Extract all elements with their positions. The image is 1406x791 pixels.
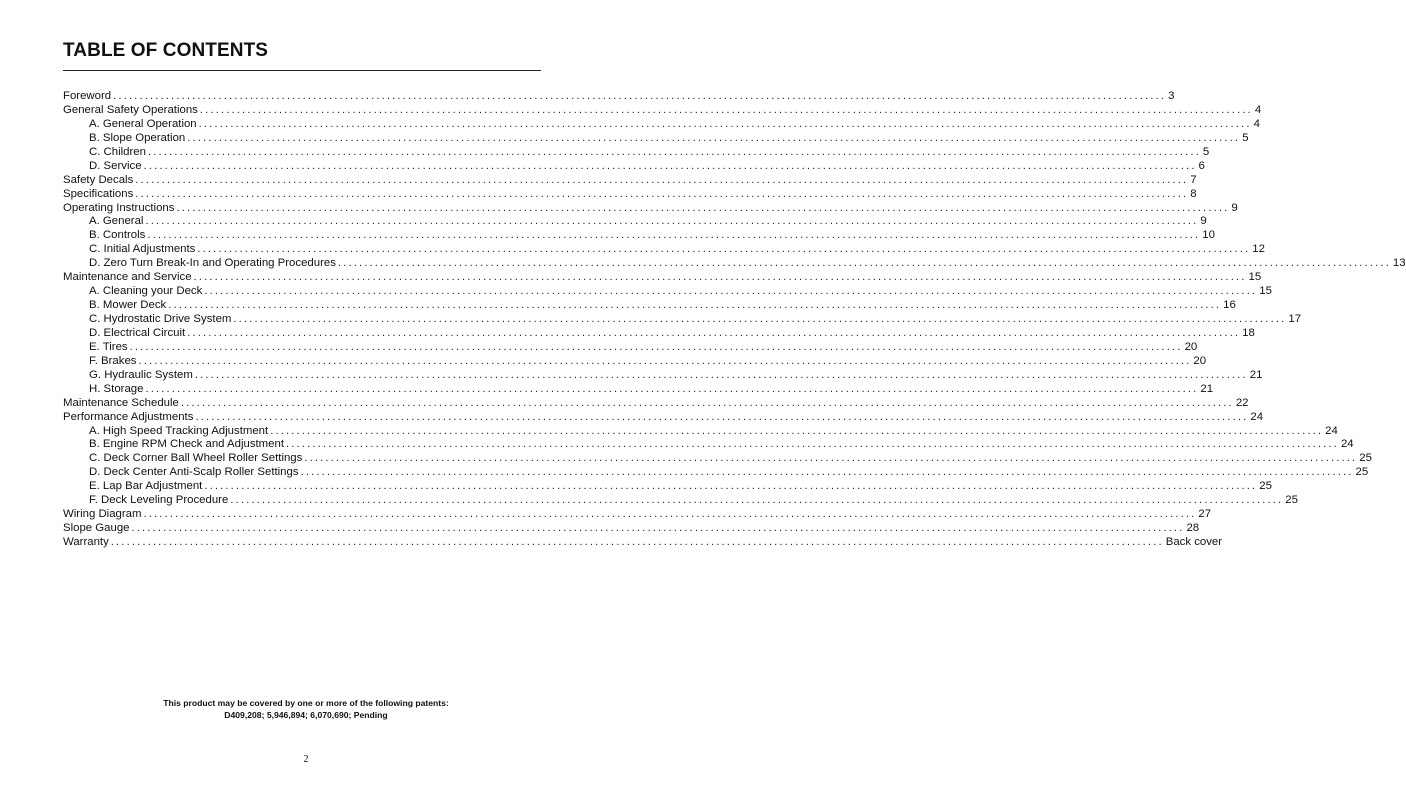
toc-entry-label: A. General xyxy=(89,215,144,228)
toc-subentry xyxy=(63,326,1255,341)
dot-leader: ........................................................................................................................................................................................................ xyxy=(145,382,1199,395)
toc-entry-label: G. Hydraulic System xyxy=(89,368,193,381)
toc-entry xyxy=(63,410,1264,425)
patent-numbers: D409,208; 5,946,894; 6,070,690; Pending xyxy=(224,710,388,720)
toc-entry-page: 25 xyxy=(1359,452,1372,465)
toc-entry xyxy=(63,187,1197,202)
toc-entry-page: 4 xyxy=(1253,117,1260,130)
toc-subentry xyxy=(63,285,1272,299)
toc-subentry xyxy=(63,131,1249,146)
toc-subentry xyxy=(63,424,1338,439)
toc-subentry xyxy=(63,229,1215,243)
toc-entry-page: 20 xyxy=(1184,340,1198,353)
toc-entry xyxy=(63,90,1175,104)
toc-entry-label: C. Children xyxy=(89,145,146,158)
dot-leader: ........................................................................................................................................................................................................ xyxy=(194,368,1248,381)
toc-entry xyxy=(63,201,1238,216)
toc-entry-label: D. Deck Center Anti-Scalp Roller Settings xyxy=(89,466,299,479)
toc-subentry xyxy=(63,145,1210,160)
toc-entry-label: C. Hydrostatic Drive System xyxy=(89,313,232,325)
dot-leader: ........................................................................................................................................................................................................ xyxy=(113,90,1167,102)
toc-entry-page: 25 xyxy=(1355,466,1369,479)
toc-subentry xyxy=(63,313,1302,327)
toc-entry-page: 9 xyxy=(1200,215,1207,228)
dot-leader: ........................................................................................................................................................................................................ xyxy=(180,396,1234,409)
toc-entry-label: Warranty xyxy=(63,536,109,548)
toc-entry-page: 16 xyxy=(1223,299,1236,312)
toc-entry-page: 22 xyxy=(1235,396,1249,409)
toc-subentry xyxy=(63,340,1198,355)
toc-entry-page: 15 xyxy=(1259,285,1272,298)
toc-entry-page: 25 xyxy=(1285,494,1298,507)
toc-entry-page: 24 xyxy=(1340,438,1354,451)
dot-leader: ........................................................................................................................................................................................................ xyxy=(138,354,1192,367)
dot-leader: ........................................................................................................................................................................................................ xyxy=(270,424,1324,437)
dot-leader: ........................................................................................................................................................................................................ xyxy=(135,173,1189,186)
dot-leader: ........................................................................................................................................................................................................ xyxy=(286,438,1339,451)
dot-leader: ........................................................................................................................................................................................................ xyxy=(300,466,1354,479)
toc-entry-page: 5 xyxy=(1242,131,1249,144)
dot-leader: ........................................................................................................................................................................................................ xyxy=(143,508,1197,521)
toc-entry-label: Foreword xyxy=(63,90,112,102)
toc-entry-page: 28 xyxy=(1186,522,1200,535)
dot-leader: ........................................................................................................................................................................................................ xyxy=(195,410,1249,423)
toc-entry xyxy=(63,103,1262,118)
toc-entry-page: 18 xyxy=(1242,326,1255,339)
dot-leader: ........................................................................................................................................................................................................ xyxy=(230,494,1284,507)
toc-subentry xyxy=(63,480,1272,494)
dot-leader: ........................................................................................................................................................................................................ xyxy=(204,285,1258,298)
toc-entry-label: Maintenance Schedule xyxy=(63,396,179,409)
toc-subentry xyxy=(63,257,1406,271)
dot-leader: ........................................................................................................................................................................................................ xyxy=(168,299,1222,312)
toc-entry-label: A. General Operation xyxy=(89,117,197,130)
toc-subentry xyxy=(63,354,1207,369)
toc-entry-label: Safety Decals xyxy=(63,173,134,186)
toc-entry-label: B. Mower Deck xyxy=(89,299,167,312)
dot-leader: ........................................................................................................................................................................................................ xyxy=(193,271,1247,284)
toc-entry-label: Slope Gauge xyxy=(63,522,130,535)
toc-entry-page: 27 xyxy=(1198,508,1212,521)
toc-entry-label: D. Electrical Circuit xyxy=(89,326,186,339)
toc-subentry xyxy=(63,117,1260,132)
toc-subentry xyxy=(63,215,1207,229)
toc-entry-page: 5 xyxy=(1202,145,1210,158)
toc-entry-label: D. Service xyxy=(89,159,142,172)
title-divider xyxy=(63,70,541,71)
toc-entry-label: B. Slope Operation xyxy=(89,131,186,144)
toc-entry-label: H. Storage xyxy=(89,382,144,395)
toc-entry xyxy=(63,536,1223,550)
toc-entry-page: 24 xyxy=(1325,424,1338,437)
toc-entry-page: 3 xyxy=(1168,90,1175,102)
dot-leader: ........................................................................................................................................................................................................ xyxy=(197,243,1251,256)
toc-entry-label: General Safety Operations xyxy=(63,103,198,116)
toc-entry-page: 15 xyxy=(1248,271,1262,284)
toc-entry-label: E. Lap Bar Adjustment xyxy=(89,480,203,493)
dot-leader: ........................................................................................................................................................................................................ xyxy=(145,215,1199,228)
toc-entry-page: 20 xyxy=(1193,354,1207,367)
toc-subentry xyxy=(63,438,1354,452)
toc-entry-page: 21 xyxy=(1249,368,1263,381)
dot-leader: ........................................................................................................................................................................................................ xyxy=(233,313,1287,325)
patent-notice: This product may be covered by one or more of the following patents: xyxy=(163,698,449,708)
dot-leader: ........................................................................................................................................................................................................ xyxy=(187,326,1241,339)
toc-entry xyxy=(63,173,1197,188)
toc-entry-page: 7 xyxy=(1190,173,1197,186)
toc-entry-page: 24 xyxy=(1250,410,1264,423)
toc-entry xyxy=(63,508,1212,522)
toc-entry-page: 10 xyxy=(1202,229,1215,242)
toc-entry-page: 8 xyxy=(1190,187,1197,200)
toc-entry xyxy=(63,396,1249,411)
toc-entry-label: D. Zero Turn Break-In and Operating Procedures xyxy=(89,257,336,270)
toc-entry-page: Back cover xyxy=(1165,536,1223,548)
toc-entry-label: Specifications xyxy=(63,187,134,200)
toc-subentry xyxy=(63,466,1369,480)
toc-subentry xyxy=(63,159,1205,174)
toc-entry-label: A. Cleaning your Deck xyxy=(89,285,203,298)
dot-leader: ........................................................................................................................................................................................................ xyxy=(129,340,1183,353)
toc-entry-label: Operating Instructions xyxy=(63,201,175,214)
dot-leader: ........................................................................................................................................................................................................ xyxy=(143,159,1197,172)
toc-subentry xyxy=(63,494,1298,508)
toc-entry-page: 9 xyxy=(1231,201,1238,214)
page-title: TABLE OF CONTENTS xyxy=(63,40,269,61)
dot-leader: ........................................................................................................................................................................................................ xyxy=(187,131,1241,144)
dot-leader: ........................................................................................................................................................................................................ xyxy=(199,103,1253,116)
toc-entry-label: Maintenance and Service xyxy=(63,271,192,284)
dot-leader: ........................................................................................................................................................................................................ xyxy=(176,201,1230,214)
toc-entry-page: 21 xyxy=(1200,382,1214,395)
toc-entry-label: F. Brakes xyxy=(89,354,137,367)
dot-leader: ........................................................................................................................................................................................................ xyxy=(110,536,1164,548)
dot-leader: ........................................................................................................................................................................................................ xyxy=(198,117,1252,130)
dot-leader: ........................................................................................................................................................................................................ xyxy=(147,145,1201,158)
toc-entry-label: B. Controls xyxy=(89,229,146,242)
toc-subentry xyxy=(63,452,1372,466)
toc-subentry xyxy=(63,243,1265,257)
dot-leader: ........................................................................................................................................................................................................ xyxy=(204,480,1258,493)
page-number: 2 xyxy=(303,754,309,765)
dot-leader: ........................................................................................................................................................................................................ xyxy=(131,522,1185,535)
toc-entry-label: E. Tires xyxy=(89,340,128,353)
dot-leader: ........................................................................................................................................................................................................ xyxy=(147,229,1201,242)
toc-entry xyxy=(63,522,1200,536)
toc-entry-label: Wiring Diagram xyxy=(63,508,142,521)
toc-entry-page: 4 xyxy=(1254,103,1262,116)
dot-leader: ........................................................................................................................................................................................................ xyxy=(337,257,1391,270)
toc-entry-label: Performance Adjustments xyxy=(63,410,194,423)
dot-leader: ........................................................................................................................................................................................................ xyxy=(304,452,1358,465)
toc-entry-label: C. Initial Adjustments xyxy=(89,243,196,256)
toc-subentry xyxy=(63,368,1263,383)
toc-subentry xyxy=(63,299,1236,313)
toc-entry-label: C. Deck Corner Ball Wheel Roller Settings xyxy=(89,452,303,465)
toc-entry-page: 17 xyxy=(1288,313,1302,325)
dot-leader: ........................................................................................................................................................................................................ xyxy=(135,187,1189,200)
toc-entry xyxy=(63,271,1262,285)
toc-entry-label: F. Deck Leveling Procedure xyxy=(89,494,229,507)
toc-entry-page: 13 xyxy=(1392,257,1406,270)
toc-entry-page: 12 xyxy=(1252,243,1265,256)
toc-entry-label: B. Engine RPM Check and Adjustment xyxy=(89,438,285,451)
toc-entry-label: A. High Speed Tracking Adjustment xyxy=(89,424,269,437)
toc-subentry xyxy=(63,382,1214,397)
toc-entry-page: 25 xyxy=(1259,480,1272,493)
toc-entry-page: 6 xyxy=(1198,159,1205,172)
table-of-contents xyxy=(63,90,1406,550)
